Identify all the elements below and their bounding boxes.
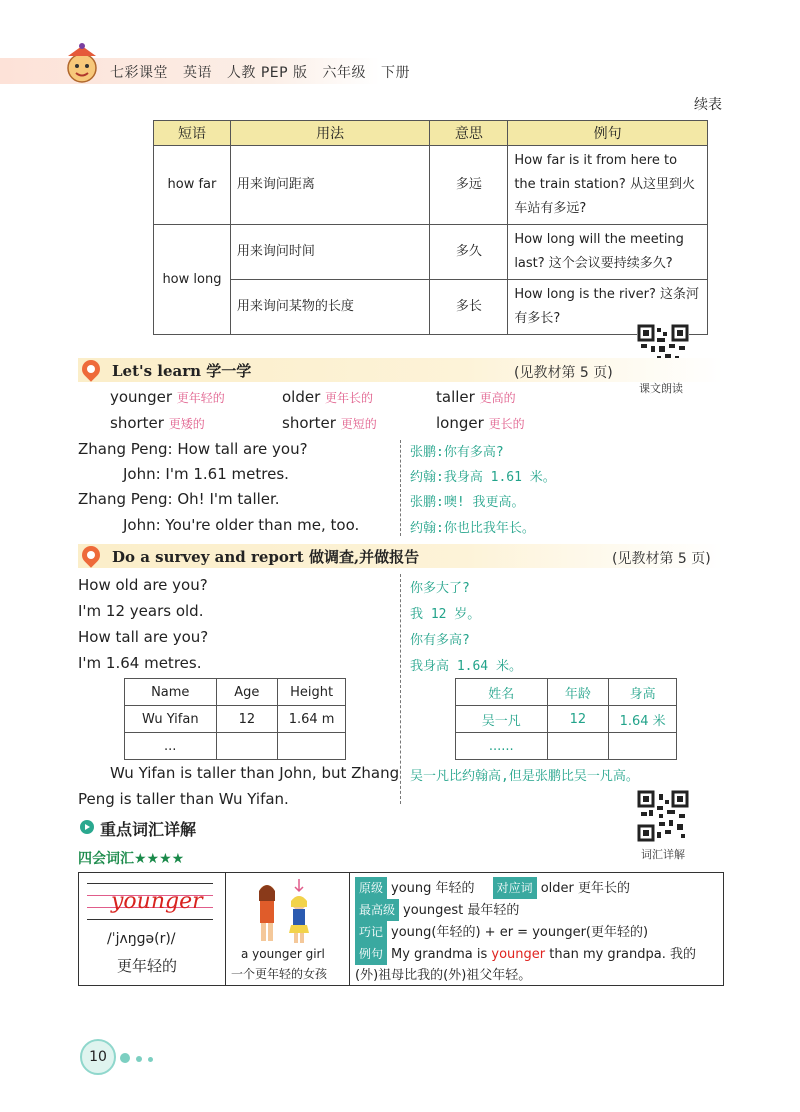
survey-translation: 你有多高? <box>410 633 470 648</box>
lets-learn-title: Let's learn 学一学 <box>112 362 252 380</box>
qr-code-vocab-icon[interactable] <box>637 790 689 842</box>
dialogue-line: Zhang Peng: How tall are you? <box>78 440 308 458</box>
tip-text: young(年轻的) + er = younger(更年轻的) <box>391 925 649 940</box>
mascot-logo-icon <box>58 40 106 88</box>
table-row <box>125 679 346 706</box>
meaning-cell: 多长 <box>430 280 508 335</box>
example-cell: How long is the river? 这条河有多长? <box>508 280 708 335</box>
vocab-example-row <box>355 943 719 965</box>
vocab-details <box>355 877 719 987</box>
continued-label: 续表 <box>694 97 722 113</box>
base-text: young 年轻的 <box>391 881 475 896</box>
phrase-table-header <box>154 121 708 146</box>
vocab-word: younger <box>111 889 203 914</box>
cell-height <box>609 733 677 760</box>
cell-height: 1.64 m <box>278 706 346 733</box>
phrase-table <box>153 120 708 335</box>
cell-name: ... <box>125 733 217 760</box>
decor-dot <box>148 1057 153 1062</box>
survey-translation: 我身高 1.64 米。 <box>410 659 522 674</box>
word-younger: younger 更年轻的 <box>110 388 225 406</box>
survey-ref: (见教材第 5 页) <box>612 551 711 567</box>
dialogue-line: John: You're older than me, too. <box>123 516 360 534</box>
image-caption-en: a younger girl <box>241 947 325 961</box>
cell-name: Wu Yifan <box>125 706 217 733</box>
survey-line: I'm 12 years old. <box>78 602 204 620</box>
tag-antonym: 对应词 <box>493 877 537 899</box>
col-header-meaning: 意思 <box>430 121 508 146</box>
survey-title: Do a survey and report 做调查,并做报告 <box>112 548 420 566</box>
vocab-base-row <box>355 877 719 899</box>
phrase-cell: how long <box>154 225 231 335</box>
cell-age <box>216 733 278 760</box>
two-girls-illustration-icon <box>245 877 325 947</box>
image-caption-cn: 一个更年轻的女孩 <box>231 967 328 981</box>
example-cell: How far is it from here to the train station? 从这里到火车站有多远? <box>508 146 708 225</box>
usage-cell: 用来询问时间 <box>230 225 430 280</box>
survey-line: How old are you? <box>78 576 208 594</box>
vocab-section-title: 重点词汇详解 <box>100 820 197 839</box>
example-highlight: younger <box>491 947 546 962</box>
example-post: than my grandpa. 我的 <box>545 947 696 962</box>
usage-cell: 用来询问某物的长度 <box>230 280 430 335</box>
word-older: older 更年长的 <box>282 388 374 406</box>
tag-tip: 巧记 <box>355 921 387 943</box>
dialogue-line: Zhang Peng: Oh! I'm taller. <box>78 490 280 508</box>
superlative-text: youngest 最年轻的 <box>403 903 520 918</box>
dialogue-translation: 张鹏:噢! 我更高。 <box>410 495 525 510</box>
col-header-age: Age <box>216 679 278 706</box>
word-shorter-length: shorter 更短的 <box>282 414 377 432</box>
dialogue-line: John: I'm 1.61 metres. <box>123 465 289 483</box>
word-longer: longer 更长的 <box>436 414 525 432</box>
meaning-cell: 多久 <box>430 225 508 280</box>
example-pre: My grandma is <box>391 947 492 962</box>
subject: 英语 <box>182 65 212 81</box>
word-shorter-height: shorter 更矮的 <box>110 414 205 432</box>
tag-superlative: 最高级 <box>355 899 399 921</box>
cell-height <box>278 733 346 760</box>
vocab-card <box>78 872 724 986</box>
report-line: Wu Yifan is taller than John, but Zhang <box>110 764 400 782</box>
report-translation: 吴一凡比约翰高,但是张鹏比吴一凡高。 <box>410 769 639 784</box>
column-divider <box>400 440 401 536</box>
tag-base: 原级 <box>355 877 387 899</box>
grade: 六年级 <box>322 65 366 81</box>
survey-table-en <box>124 678 346 760</box>
survey-table-cn <box>455 678 677 760</box>
vocab-image-panel <box>225 873 350 985</box>
col-header-name: Name <box>125 679 217 706</box>
qr-label-reading: 课文朗读 <box>639 382 683 395</box>
play-icon <box>80 820 94 834</box>
word-taller: taller 更高的 <box>436 388 516 406</box>
table-row <box>154 146 708 225</box>
table-row <box>125 706 346 733</box>
header-title <box>110 62 420 82</box>
example-cn: (外)祖母比我的(外)祖父年轻。 <box>355 968 532 983</box>
writing-line <box>87 919 213 920</box>
example-cell: How long will the meeting last? 这个会议要持续多久? <box>508 225 708 280</box>
cell-age <box>547 733 609 760</box>
decor-dot <box>136 1056 142 1062</box>
table-row <box>456 733 677 760</box>
dialogue-translation: 张鹏:你有多高? <box>410 445 504 460</box>
antonym-text: older 更年长的 <box>540 881 630 896</box>
vocab-superlative-row <box>355 899 719 921</box>
cell-age: 12 <box>547 706 609 733</box>
qr-label-vocab: 词汇详解 <box>641 848 685 861</box>
stars-icon: ★★★★ <box>134 851 185 867</box>
phrase-cell: how far <box>154 146 231 225</box>
cell-height: 1.64 米 <box>609 706 677 733</box>
writing-line <box>87 883 213 884</box>
col-header-usage: 用法 <box>230 121 430 146</box>
cell-name: ...... <box>456 733 548 760</box>
volume: 下册 <box>380 65 410 81</box>
table-row <box>456 679 677 706</box>
lets-learn-ref: (见教材第 5 页) <box>514 365 613 381</box>
vocab-level-label: 四会词汇 <box>78 851 134 867</box>
survey-line: How tall are you? <box>78 628 209 646</box>
col-header-phrase: 短语 <box>154 121 231 146</box>
dialogue-translation: 约翰:你也比我年长。 <box>410 521 535 536</box>
series-name: 七彩课堂 <box>110 65 168 81</box>
decor-dot <box>120 1053 130 1063</box>
col-header-height: 身高 <box>609 679 677 706</box>
survey-translation: 我 12 岁。 <box>410 607 481 622</box>
cell-age: 12 <box>216 706 278 733</box>
page-number: 10 <box>80 1039 116 1075</box>
dialogue-translation: 约翰:我身高 1.61 米。 <box>410 470 556 485</box>
table-row <box>154 225 708 280</box>
tag-example: 例句 <box>355 943 387 965</box>
survey-translation: 你多大了? <box>410 581 470 596</box>
col-header-age: 年龄 <box>547 679 609 706</box>
col-header-example: 例句 <box>508 121 708 146</box>
report-line: Peng is taller than Wu Yifan. <box>78 790 289 808</box>
column-divider <box>400 574 401 804</box>
col-header-height: Height <box>278 679 346 706</box>
table-row <box>456 706 677 733</box>
usage-cell: 用来询问距离 <box>230 146 430 225</box>
survey-line: I'm 1.64 metres. <box>78 654 202 672</box>
table-row <box>154 280 708 335</box>
vocab-meaning: 更年轻的 <box>117 957 178 975</box>
cell-name: 吴一凡 <box>456 706 548 733</box>
meaning-cell: 多远 <box>430 146 508 225</box>
vocab-level <box>78 848 184 868</box>
vocab-tip-row <box>355 921 719 943</box>
vocab-example-cn-row <box>355 965 719 987</box>
edition: 人教 PEP 版 <box>226 65 308 81</box>
vocab-phonetic: /ˈjʌŋɡə(r)/ <box>107 931 176 947</box>
vocab-word-panel <box>79 873 226 985</box>
col-header-name: 姓名 <box>456 679 548 706</box>
table-row <box>125 733 346 760</box>
